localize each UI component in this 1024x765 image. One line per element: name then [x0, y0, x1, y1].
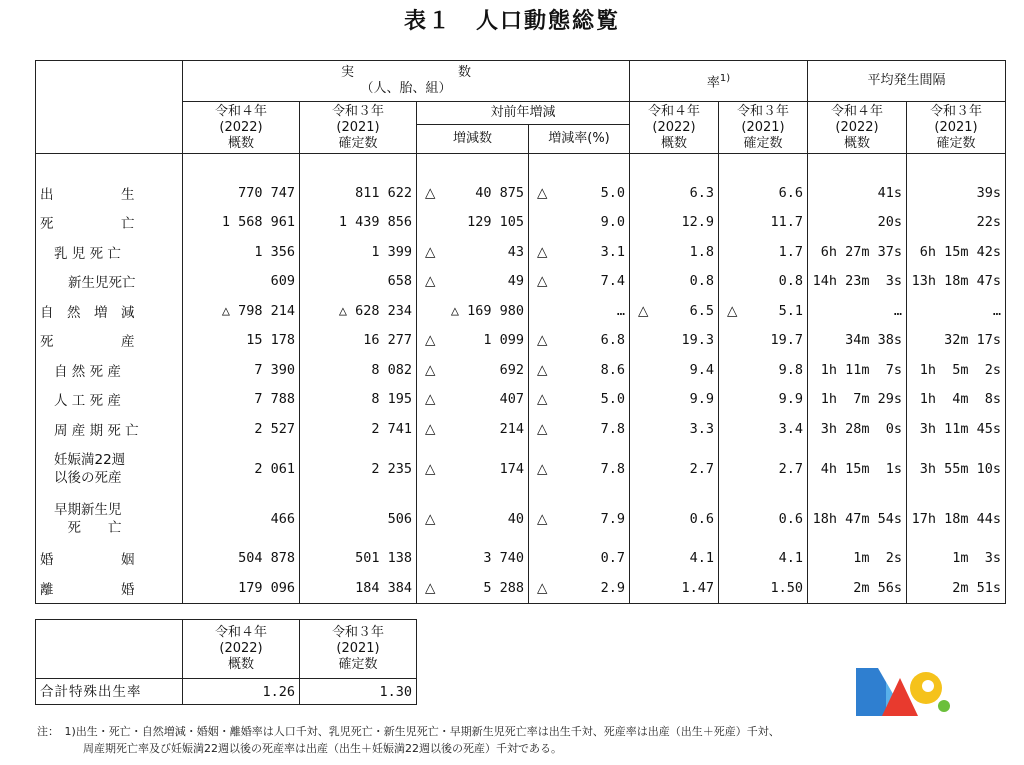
minus-triangle-mark: △	[425, 243, 436, 260]
cell-diff: △ 49	[417, 267, 529, 297]
cell-interval-2021: 1h 4m 8s	[907, 385, 1006, 415]
minus-triangle-mark: △	[727, 302, 738, 319]
cell-rate-2022: 1.47	[630, 573, 719, 603]
minus-triangle-mark: △	[425, 579, 436, 596]
minus-triangle-mark: △	[537, 273, 548, 290]
cell-interval-2022: 6h 27m 37s	[808, 237, 907, 267]
tfr-value-2022: 1.26	[183, 679, 300, 705]
minus-triangle-mark: △	[425, 332, 436, 349]
cell-rate-2021: 19.7	[719, 326, 808, 356]
cell-interval-2021: 13h 18m 47s	[907, 267, 1006, 297]
table-row	[36, 237, 1006, 267]
row-label: 婚 姻	[36, 544, 183, 574]
cell-interval-2021: 3h 11m 45s	[907, 414, 1006, 444]
footnote: 注： 1)出生・死亡・自然増減・婚姻・離婚率は人口千対、乳児死亡・新生児死亡・早期新生児死亡率は出生千対、死産率は出産（出生＋死産）千対、 周産期死亡率及び妊娠満22週以後の死産率は出産（出生＋妊娠満22週以後の死産）千対である。	[37, 725, 780, 755]
cell-interval-2022: 1m 2s	[808, 544, 907, 574]
cell-2022-count: 2 061	[183, 444, 300, 494]
cell-diff-rate: △ 5.0	[529, 178, 630, 208]
cell-2022-count: 1 568 961	[183, 208, 300, 238]
cell-rate-2021: 1.50	[719, 573, 808, 603]
cell-2021-count: 506	[300, 494, 417, 544]
cell-diff: △ 214	[417, 414, 529, 444]
header-vs-prev: 対前年増減	[417, 102, 630, 125]
cell-rate-2022: 9.9	[630, 385, 719, 415]
table-row	[36, 573, 1006, 603]
cell-2022-count: 609	[183, 267, 300, 297]
row-label: 妊娠満22週 以後の死産	[36, 444, 183, 494]
header-rate-r3: 令和３年 (2021) 確定数	[719, 102, 808, 154]
cell-rate-2022: 2.7	[630, 444, 719, 494]
cell-interval-2022: 34m 38s	[808, 326, 907, 356]
cell-diff-rate: △ 7.8	[529, 414, 630, 444]
cell-2021-count: 184 384	[300, 573, 417, 603]
cell-rate-2021: △ 5.1	[719, 296, 808, 326]
header-corner	[36, 61, 183, 154]
cell-rate-2022: 1.8	[630, 237, 719, 267]
cell-diff: △ 43	[417, 237, 529, 267]
cell-2021-count: 1 399	[300, 237, 417, 267]
row-label: 死 亡	[36, 208, 183, 238]
header-interval-r3: 令和３年 (2021) 確定数	[907, 102, 1006, 154]
cell-diff: △ 5 288	[417, 573, 529, 603]
cell-diff-rate: △ 5.0	[529, 385, 630, 415]
cell-2021-count: 16 277	[300, 326, 417, 356]
cell-diff: △ 169 980	[417, 296, 529, 326]
cell-rate-2021: 2.7	[719, 444, 808, 494]
cell-2022-count: 179 096	[183, 573, 300, 603]
minus-triangle-mark: △	[537, 420, 548, 437]
cell-2022-count: 7 390	[183, 355, 300, 385]
cell-rate-2022: 0.6	[630, 494, 719, 544]
tfr-header-corner	[36, 620, 183, 679]
cell-rate-2021: 6.6	[719, 178, 808, 208]
cell-diff: △ 1 099	[417, 326, 529, 356]
cell-diff: △ 692	[417, 355, 529, 385]
table-row	[36, 494, 1006, 544]
cell-interval-2021: …	[907, 296, 1006, 326]
cell-rate-2021: 0.8	[719, 267, 808, 297]
cell-diff-rate: △ 7.8	[529, 444, 630, 494]
header-rate: 率$^{1)}$	[630, 61, 808, 102]
cell-rate-2021: 4.1	[719, 544, 808, 574]
minus-triangle-mark: △	[537, 510, 548, 527]
tfr-value-2021: 1.30	[300, 679, 417, 705]
minus-triangle-mark: △	[537, 361, 548, 378]
header-interval: 平均発生間隔	[808, 61, 1006, 102]
row-label: 自 然 増 減	[36, 296, 183, 326]
cell-interval-2022: 2m 56s	[808, 573, 907, 603]
cell-rate-2022: 12.9	[630, 208, 719, 238]
brand-logo	[856, 668, 956, 716]
row-label: 離 婚	[36, 573, 183, 603]
table-row	[36, 267, 1006, 297]
cell-rate-2022: 19.3	[630, 326, 719, 356]
header-col-r3: 令和３年 (2021) 確定数	[300, 102, 417, 154]
row-label: 乳 児 死 亡	[36, 237, 183, 267]
cell-2021-count: 2 235	[300, 444, 417, 494]
row-label: 早期新生児 死 亡	[36, 494, 183, 544]
cell-interval-2021: 32m 17s	[907, 326, 1006, 356]
minus-triangle-mark: △	[537, 391, 548, 408]
cell-diff-rate: △ 2.9	[529, 573, 630, 603]
cell-rate-2022: 4.1	[630, 544, 719, 574]
cell-diff: 3 740	[417, 544, 529, 574]
minus-triangle-mark: △	[425, 460, 436, 477]
table-row	[36, 444, 1006, 494]
table-row	[36, 414, 1006, 444]
cell-2022-count: 2 527	[183, 414, 300, 444]
cell-diff: △ 40 875	[417, 178, 529, 208]
row-label: 自 然 死 産	[36, 355, 183, 385]
cell-2022-count: 15 178	[183, 326, 300, 356]
row-label: 死 産	[36, 326, 183, 356]
cell-interval-2022: 41s	[808, 178, 907, 208]
header-col-r4: 令和４年 (2022) 概数	[183, 102, 300, 154]
cell-rate-2021: 3.4	[719, 414, 808, 444]
table-row	[36, 296, 1006, 326]
cell-rate-2022: 3.3	[630, 414, 719, 444]
cell-2021-count: △ 628 234	[300, 296, 417, 326]
cell-interval-2022: 3h 28m 0s	[808, 414, 907, 444]
cell-2022-count: 7 788	[183, 385, 300, 415]
minus-triangle-mark: △	[425, 510, 436, 527]
cell-2021-count: 501 138	[300, 544, 417, 574]
cell-2021-count: 8 082	[300, 355, 417, 385]
cell-interval-2021: 17h 18m 44s	[907, 494, 1006, 544]
cell-diff: △ 407	[417, 385, 529, 415]
cell-rate-2021: 11.7	[719, 208, 808, 238]
cell-rate-2022: 9.4	[630, 355, 719, 385]
cell-2022-count: 466	[183, 494, 300, 544]
cell-diff: △ 174	[417, 444, 529, 494]
cell-2021-count: 811 622	[300, 178, 417, 208]
row-label: 人 工 死 産	[36, 385, 183, 415]
table-title: 表１ 人口動態総覧	[403, 9, 620, 34]
minus-triangle-mark: △	[537, 243, 548, 260]
minus-triangle-mark: △	[425, 391, 436, 408]
minus-triangle-mark: △	[638, 302, 649, 319]
cell-rate-2022: △ 6.5	[630, 296, 719, 326]
table-row	[36, 208, 1006, 238]
cell-2022-count: 504 878	[183, 544, 300, 574]
cell-interval-2022: …	[808, 296, 907, 326]
row-label: 新生児死亡	[36, 267, 183, 297]
table-row	[36, 178, 1006, 208]
cell-rate-2022: 6.3	[630, 178, 719, 208]
cell-interval-2022: 14h 23m 3s	[808, 267, 907, 297]
cell-diff-rate: △ 3.1	[529, 237, 630, 267]
row-label: 周 産 期 死 亡	[36, 414, 183, 444]
tfr-table	[35, 619, 417, 705]
cell-rate-2021: 0.6	[719, 494, 808, 544]
cell-interval-2021: 1m 3s	[907, 544, 1006, 574]
header-diff-rate: 増減率(%)	[529, 125, 630, 154]
cell-interval-2021: 3h 55m 10s	[907, 444, 1006, 494]
vital-statistics-table	[35, 60, 1006, 604]
cell-interval-2022: 1h 11m 7s	[808, 355, 907, 385]
cell-interval-2021: 22s	[907, 208, 1006, 238]
cell-rate-2021: 9.9	[719, 385, 808, 415]
minus-triangle-mark: △	[425, 420, 436, 437]
cell-diff-rate: △ 7.4	[529, 267, 630, 297]
cell-diff: 129 105	[417, 208, 529, 238]
row-label: 出 生	[36, 178, 183, 208]
minus-triangle-mark: △	[425, 361, 436, 378]
header-actual: 実 数 （人、胎、組）	[183, 61, 630, 102]
table-row	[36, 385, 1006, 415]
cell-diff-rate: 0.7	[529, 544, 630, 574]
cell-2021-count: 1 439 856	[300, 208, 417, 238]
tfr-label: 合計特殊出生率	[36, 679, 183, 705]
cell-rate-2021: 1.7	[719, 237, 808, 267]
cell-2021-count: 8 195	[300, 385, 417, 415]
cell-interval-2021: 1h 5m 2s	[907, 355, 1006, 385]
table-row	[36, 544, 1006, 574]
cell-diff-rate: 9.0	[529, 208, 630, 238]
cell-2022-count: 770 747	[183, 178, 300, 208]
minus-triangle-mark: △	[537, 579, 548, 596]
cell-interval-2021: 6h 15m 42s	[907, 237, 1006, 267]
tfr-header-r4: 令和４年 (2022) 概数	[183, 620, 300, 679]
minus-triangle-mark: △	[537, 184, 548, 201]
tfr-header-r3: 令和３年 (2021) 確定数	[300, 620, 417, 679]
cell-interval-2021: 39s	[907, 178, 1006, 208]
cell-interval-2022: 20s	[808, 208, 907, 238]
cell-interval-2022: 18h 47m 54s	[808, 494, 907, 544]
table-row	[36, 355, 1006, 385]
minus-triangle-mark: △	[425, 273, 436, 290]
cell-2022-count: 1 356	[183, 237, 300, 267]
cell-rate-2021: 9.8	[719, 355, 808, 385]
cell-interval-2022: 4h 15m 1s	[808, 444, 907, 494]
cell-diff-rate: …	[529, 296, 630, 326]
header-diff: 増減数	[417, 125, 529, 154]
minus-triangle-mark: △	[425, 184, 436, 201]
cell-diff: △ 40	[417, 494, 529, 544]
header-interval-r4: 令和４年 (2022) 概数	[808, 102, 907, 154]
minus-triangle-mark: △	[537, 460, 548, 477]
minus-triangle-mark: △	[537, 332, 548, 349]
cell-interval-2021: 2m 51s	[907, 573, 1006, 603]
cell-diff-rate: △ 6.8	[529, 326, 630, 356]
cell-2021-count: 658	[300, 267, 417, 297]
cell-interval-2022: 1h 7m 29s	[808, 385, 907, 415]
cell-rate-2022: 0.8	[630, 267, 719, 297]
cell-diff-rate: △ 7.9	[529, 494, 630, 544]
cell-2022-count: △ 798 214	[183, 296, 300, 326]
cell-2021-count: 2 741	[300, 414, 417, 444]
header-rate-r4: 令和４年 (2022) 概数	[630, 102, 719, 154]
table-row	[36, 326, 1006, 356]
cell-diff-rate: △ 8.6	[529, 355, 630, 385]
